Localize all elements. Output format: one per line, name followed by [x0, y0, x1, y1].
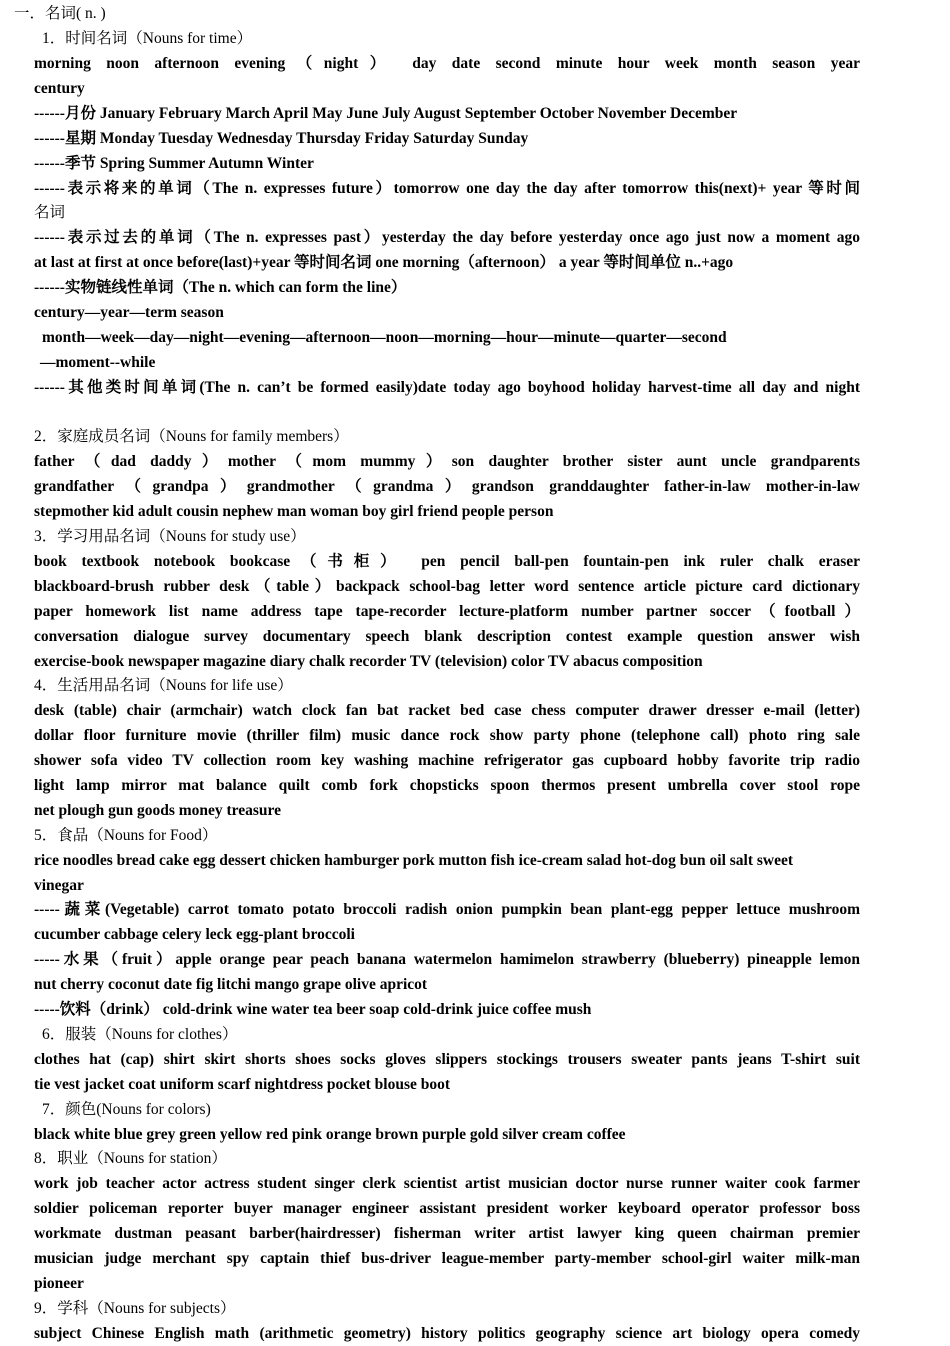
text-line: ------星期 Monday Tuesday Wednesday Thursday Friday Saturday Sunday	[34, 130, 529, 147]
text-line: morning noon afternoon evening（night） day date second minute hour week month season year	[34, 55, 860, 72]
heading-nouns-for-station: 8．职业（Nouns for station）	[34, 1150, 227, 1167]
text-line: 名词	[34, 204, 66, 221]
text-line: dollar floor furniture movie (thriller film) music dance rock show party phone (telephone call) photo ring sale	[34, 727, 860, 744]
text-line: work job teacher actor actress student singer clerk scientist artist musician doctor nurse runner waiter cook farmer	[34, 1175, 860, 1192]
heading-nouns-for-clothes: 6．服装（Nouns for clothes）	[42, 1026, 238, 1043]
text-line: ------其他类时间单词(The n. can’t be formed easily)date today ago boyhood holiday harvest-time all day and night	[34, 379, 860, 396]
text-line: exercise-book newspaper magazine diary chalk recorder TV (television) color TV abacus composition	[34, 653, 703, 670]
text-line: ------季节 Spring Summer Autumn Winter	[34, 155, 314, 172]
heading-nouns-for-family: 2．家庭成员名词（Nouns for family members）	[34, 428, 349, 445]
text-line: -----饮料（drink） cold-drink wine water tea beer soap cold-drink juice coffee mush	[34, 1001, 592, 1018]
heading-nouns-for-study: 3．学习用品名词（Nouns for study use）	[34, 528, 306, 545]
text-line: book textbook notebook bookcase（书柜） pen pencil ball-pen fountain-pen ink ruler chalk eraser	[34, 553, 860, 570]
text-line: month—week—day—night—evening—afternoon—noon—morning—hour—minute—quarter—second	[42, 329, 727, 346]
text-line: at last at first at once before(last)+year 等时间名词 one morning（afternoon） a year 等时间单位 n..+ago	[34, 254, 734, 271]
text-line: tie vest jacket coat uniform scarf nightdress pocket blouse boot	[34, 1076, 451, 1093]
text-line: workmate dustman peasant barber(hairdresser) fisherman writer artist lawyer king queen chairman premier	[34, 1225, 860, 1242]
text-line: cucumber cabbage celery leck egg-plant broccoli	[34, 926, 355, 943]
text-line: blackboard-brush rubber desk（table）backpack school-bag letter word sentence article picture card dictionary	[34, 578, 860, 595]
text-line: shower sofa video TV collection room key washing machine refrigerator gas cupboard hobby favorite trip radio	[34, 752, 860, 769]
heading-nouns-for-life: 4．生活用品名词（Nouns for life use）	[34, 677, 293, 694]
text-line: ------实物链线性单词（The n. which can form the line）	[34, 279, 407, 296]
heading-nouns-for-food: 5．食品（Nouns for Food）	[34, 827, 218, 844]
text-line: stepmother kid adult cousin nephew man woman boy girl friend people person	[34, 503, 554, 520]
heading-nouns-for-subjects: 9．学科（Nouns for subjects）	[34, 1300, 236, 1317]
text-line: conversation dialogue survey documentary speech blank description contest example question answer wish	[34, 628, 860, 645]
text-line: century—year—term season	[34, 304, 224, 321]
text-line: desk (table) chair (armchair) watch clock fan bat racket bed case chess computer drawer dresser e-mail (letter)	[34, 702, 860, 719]
text-line: —moment--while	[40, 354, 156, 371]
text-line: paper homework list name address tape tape-recorder lecture-platform number partner soccer（football）	[34, 603, 860, 620]
text-line: soldier policeman reporter buyer manager engineer assistant president worker keyboard operator professor boss	[34, 1200, 860, 1217]
text-line: ------表示将来的单词（The n. expresses future）tomorrow one day the day after tomorrow this(next)+ year 等时间	[34, 180, 860, 197]
text-line: musician judge merchant spy captain thief bus-driver league-member party-member school-girl waiter milk-man	[34, 1250, 860, 1267]
text-line: century	[34, 80, 85, 97]
text-line: net plough gun goods money treasure	[34, 802, 282, 819]
text-line: ------月份 January February March April May June July August September October November December	[34, 105, 738, 122]
text-line: nut cherry coconut date fig litchi mango grape olive apricot	[34, 976, 428, 993]
text-line: father（dad daddy）mother（mom mummy）son daughter brother sister aunt uncle grandparents	[34, 453, 860, 470]
text-line: black white blue grey green yellow red pink orange brown purple gold silver cream coffee	[34, 1126, 626, 1143]
text-line: grandfather（grandpa）grandmother（grandma）grandson granddaughter father-in-law mother-in-law	[34, 478, 860, 495]
section-heading: 一．名词( n. )	[14, 5, 106, 22]
text-line: -----水果（fruit）apple orange pear peach banana watermelon hamimelon strawberry (blueberry) pineapple lemon	[34, 951, 860, 968]
text-line: light lamp mirror mat balance quilt comb fork chopsticks spoon thermos present umbrella cover stool rope	[34, 777, 860, 794]
text-line: rice noodles bread cake egg dessert chicken hamburger pork mutton fish ice-cream salad hot-dog bun oil salt sweet	[34, 852, 794, 869]
text-line: clothes hat (cap) shirt skirt shorts shoes socks gloves slippers stockings trousers sweater pants jeans T-shirt suit	[34, 1051, 860, 1068]
text-line: subject Chinese English math (arithmetic geometry) history politics geography science art biology opera comedy	[34, 1325, 860, 1342]
text-line: pioneer	[34, 1275, 84, 1292]
text-line: vinegar	[34, 877, 84, 894]
text-line: -----蔬菜(Vegetable) carrot tomato potato broccoli radish onion pumpkin bean plant-egg pepper lettuce mushroom	[34, 901, 860, 918]
heading-nouns-for-time: 1．时间名词（Nouns for time）	[42, 30, 253, 47]
text-line: ------表示过去的单词（The n. expresses past）yesterday the day before yesterday once ago just now a moment ago	[34, 229, 860, 246]
heading-nouns-for-colors: 7．颜色(Nouns for colors)	[42, 1101, 211, 1118]
